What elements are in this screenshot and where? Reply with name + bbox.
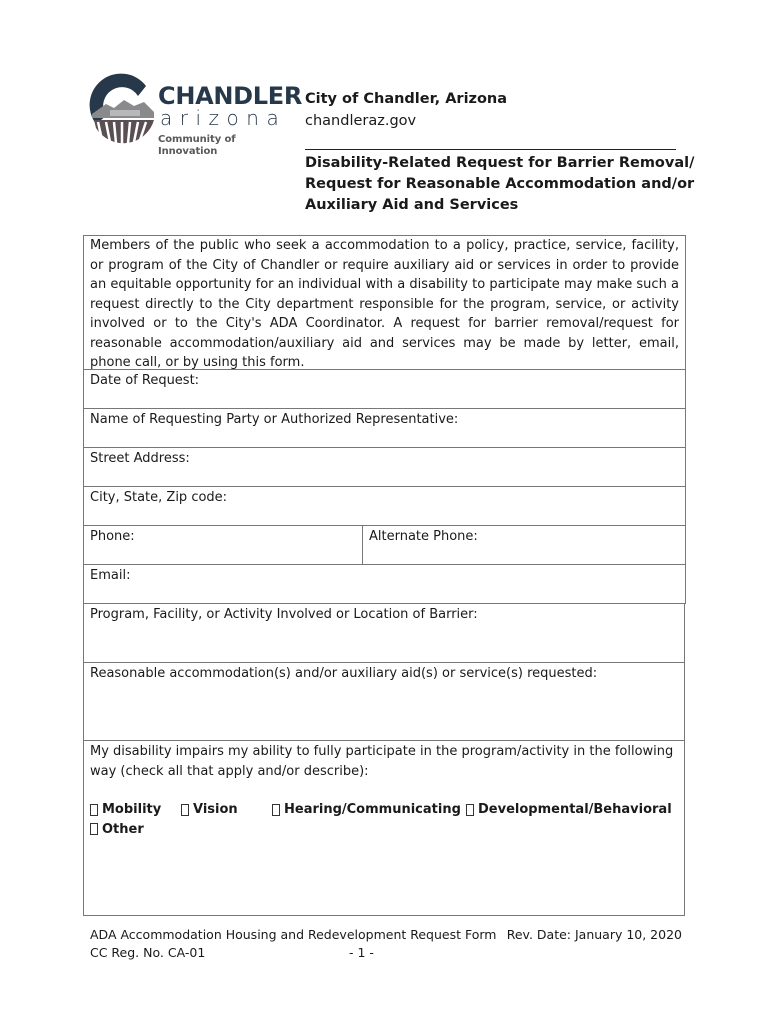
org-name: City of Chandler, Arizona: [305, 91, 508, 107]
checkbox-developmental[interactable]: [466, 800, 672, 820]
checkbox-icon[interactable]: [272, 804, 280, 816]
checkbox-vision-label: Vision: [193, 802, 238, 817]
requesting-party-field[interactable]: [83, 409, 686, 448]
alternate-phone-label: Alternate Phone:: [369, 529, 478, 544]
checkbox-icon[interactable]: [90, 823, 98, 835]
disability-checkboxes: [90, 800, 678, 839]
checkbox-icon[interactable]: [466, 804, 474, 816]
requesting-party-label: Name of Requesting Party or Authorized Representative:: [90, 412, 459, 427]
chandler-logo: [88, 70, 303, 157]
email-label: Email:: [90, 568, 131, 583]
email-field[interactable]: [83, 565, 686, 604]
checkbox-mobility-label: Mobility: [102, 802, 162, 817]
org-url: chandleraz.gov: [305, 113, 417, 129]
checkbox-mobility[interactable]: [90, 800, 181, 820]
city-state-zip-field[interactable]: [83, 487, 686, 526]
logo-subtitle: arizona: [160, 106, 287, 130]
program-location-label: Program, Facility, or Activity Involved or Location of Barrier:: [90, 607, 478, 622]
header-divider: [305, 149, 676, 150]
footer-form-name: ADA Accommodation Housing and Redevelopment Request Form: [90, 927, 497, 942]
disability-label: My disability impairs my ability to fully participate in the program/activity in the following way (check all that apply and/or describe):: [90, 744, 674, 779]
footer-page-number: - 1 -: [349, 945, 374, 960]
accommodations-requested-field[interactable]: [83, 663, 685, 741]
street-address-field[interactable]: [83, 448, 686, 487]
date-of-request-field[interactable]: [83, 370, 686, 409]
checkbox-hearing-label: Hearing/Communicating: [284, 802, 461, 817]
phone-field[interactable]: [84, 526, 363, 564]
checkbox-developmental-label: Developmental/Behavioral: [478, 802, 672, 817]
checkbox-vision[interactable]: [181, 800, 272, 820]
checkbox-hearing[interactable]: [272, 800, 466, 820]
date-of-request-label: Date of Request:: [90, 373, 200, 388]
phone-row: [83, 526, 686, 565]
footer-reg-no: CC Reg. No. CA-01: [90, 945, 206, 960]
checkbox-other-label: Other: [102, 821, 144, 837]
chandler-logo-icon: [88, 72, 158, 144]
checkbox-icon[interactable]: [181, 804, 189, 816]
city-state-zip-label: City, State, Zip code:: [90, 490, 228, 505]
phone-label: Phone:: [90, 529, 135, 544]
form-title: Disability-Related Request for Barrier Removal/ Request for Reasonable Accommodation and/or Auxiliary Aid and Services: [305, 155, 695, 213]
program-location-field[interactable]: [83, 604, 685, 663]
footer-rev-date: Rev. Date: January 10, 2020: [506, 927, 682, 942]
accommodations-requested-label: Reasonable accommodation(s) and/or auxiliary aid(s) or service(s) requested:: [90, 666, 598, 681]
disability-section: [83, 741, 685, 916]
form-intro: Members of the public who seek a accommodation to a policy, practice, service, facility, or program of the City of Chandler or require auxiliary aid or services in order to provide an equitable opportunity for an individual with a disability to participate may make such a request directly to the City department responsible for the program, service, or activity involved or to the City's ADA Coordinator. A request for barrier removal/request for reasonable accommodation/auxiliary aid and services may be made by letter, email, phone call, or by using this form.: [83, 235, 686, 370]
logo-tagline: Community of Innovation: [158, 134, 236, 157]
street-address-label: Street Address:: [90, 451, 190, 466]
request-form: [83, 235, 686, 916]
checkbox-other[interactable]: [90, 820, 144, 840]
logo-title: CHANDLER: [158, 82, 303, 110]
checkbox-icon[interactable]: [90, 804, 98, 816]
alternate-phone-field[interactable]: [363, 526, 484, 564]
page-footer: [90, 926, 682, 962]
